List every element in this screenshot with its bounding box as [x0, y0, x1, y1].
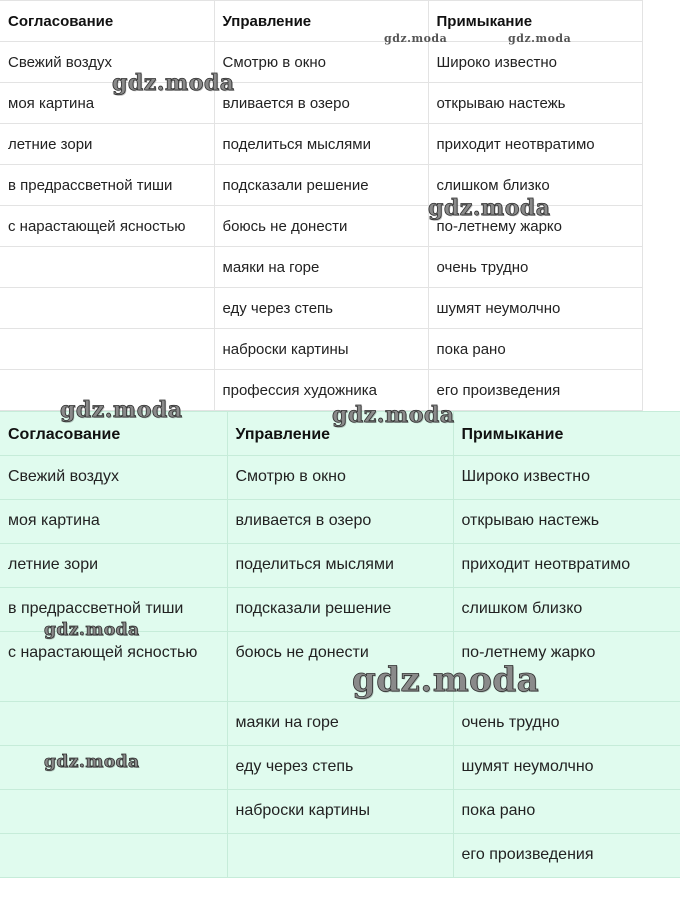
table-row [0, 456, 680, 500]
watermark: gdz.moda [332, 402, 455, 428]
table-cell [0, 702, 227, 746]
syntax-table-top [0, 0, 643, 411]
table-cell: в предрассветной тиши [0, 588, 227, 632]
table-row [0, 329, 642, 370]
table-cell [0, 329, 214, 370]
table-cell: подсказали решение [227, 588, 453, 632]
table-cell: очень трудно [428, 247, 642, 288]
watermark: gdz.moda [44, 620, 140, 640]
table-cell: шумят неумолчно [453, 746, 680, 790]
table-cell: по-летнему жарко [453, 632, 680, 702]
table-cell: с нарастающей ясностью [0, 206, 214, 247]
table-cell: приходит неотвратимо [453, 544, 680, 588]
table-cell: боюсь не донести [227, 632, 453, 702]
table-row [0, 247, 642, 288]
table-cell: слишком близко [453, 588, 680, 632]
table-cell: его произведения [428, 370, 642, 411]
table-cell: моя картина [0, 83, 214, 124]
table-cell: открываю настежь [428, 83, 642, 124]
table-cell: поделиться мыслями [227, 544, 453, 588]
header-agreement: Согласование [0, 412, 227, 456]
table-row [0, 544, 680, 588]
table-row [0, 790, 680, 834]
table-cell: Свежий воздух [0, 42, 214, 83]
table-row [0, 42, 642, 83]
table-cell: еду через степь [227, 746, 453, 790]
header-row [0, 1, 642, 42]
table-cell: по-летнему жарко [428, 206, 642, 247]
watermark: gdz.moda [352, 660, 540, 700]
table-cell: его произведения [453, 834, 680, 878]
table-cell: Широко известно [428, 42, 642, 83]
table-cell: Смотрю в окно [214, 42, 428, 83]
table-cell: приходит неотвратимо [428, 124, 642, 165]
table-cell: пока рано [453, 790, 680, 834]
watermark: gdz.moda [112, 70, 235, 96]
table-cell: профессия художника [214, 370, 428, 411]
table-cell: Широко известно [453, 456, 680, 500]
table-cell: Свежий воздух [0, 456, 227, 500]
table-cell [0, 370, 214, 411]
table-row [0, 370, 642, 411]
watermark: gdz.moda [44, 752, 140, 772]
table-row [0, 165, 642, 206]
header-adjunction: Примыкание [428, 1, 642, 42]
syntax-table-bottom [0, 411, 680, 878]
header-adjunction: Примыкание [453, 412, 680, 456]
table-cell [0, 834, 227, 878]
table-row [0, 288, 642, 329]
table-row [0, 124, 642, 165]
table-row [0, 746, 680, 790]
header-government: Управление [227, 412, 453, 456]
table-cell: маяки на горе [227, 702, 453, 746]
table-cell: очень трудно [453, 702, 680, 746]
watermark: gdz.moda [60, 397, 183, 423]
header-agreement: Согласование [0, 1, 214, 42]
table-cell: шумят неумолчно [428, 288, 642, 329]
watermark: gdz.moda [428, 195, 551, 221]
table-row [0, 632, 680, 702]
table-cell: летние зори [0, 124, 214, 165]
table-cell: летние зори [0, 544, 227, 588]
table-cell: вливается в озеро [227, 500, 453, 544]
table-row [0, 500, 680, 544]
table-cell: маяки на горе [214, 247, 428, 288]
table-row [0, 588, 680, 632]
table-row [0, 834, 680, 878]
table-cell: с нарастающей ясностью [0, 632, 227, 702]
table-cell [0, 247, 214, 288]
table-cell: вливается в озеро [214, 83, 428, 124]
table-cell: наброски картины [214, 329, 428, 370]
header-row [0, 412, 680, 456]
table-cell: боюсь не донести [214, 206, 428, 247]
watermark: gdz.moda [384, 32, 448, 45]
table-cell [0, 790, 227, 834]
table-row [0, 206, 642, 247]
table-row [0, 83, 642, 124]
table-cell: пока рано [428, 329, 642, 370]
table-cell [0, 288, 214, 329]
table-cell [0, 746, 227, 790]
header-government: Управление [214, 1, 428, 42]
table-cell: подсказали решение [214, 165, 428, 206]
table-cell: открываю настежь [453, 500, 680, 544]
table-cell: слишком близко [428, 165, 642, 206]
table-cell: Смотрю в окно [227, 456, 453, 500]
table-cell: в предрассветной тиши [0, 165, 214, 206]
table-cell: моя картина [0, 500, 227, 544]
table-row [0, 702, 680, 746]
table-cell [227, 834, 453, 878]
watermark: gdz.moda [508, 32, 572, 45]
table-cell: наброски картины [227, 790, 453, 834]
table-cell: поделиться мыслями [214, 124, 428, 165]
table-cell: еду через степь [214, 288, 428, 329]
